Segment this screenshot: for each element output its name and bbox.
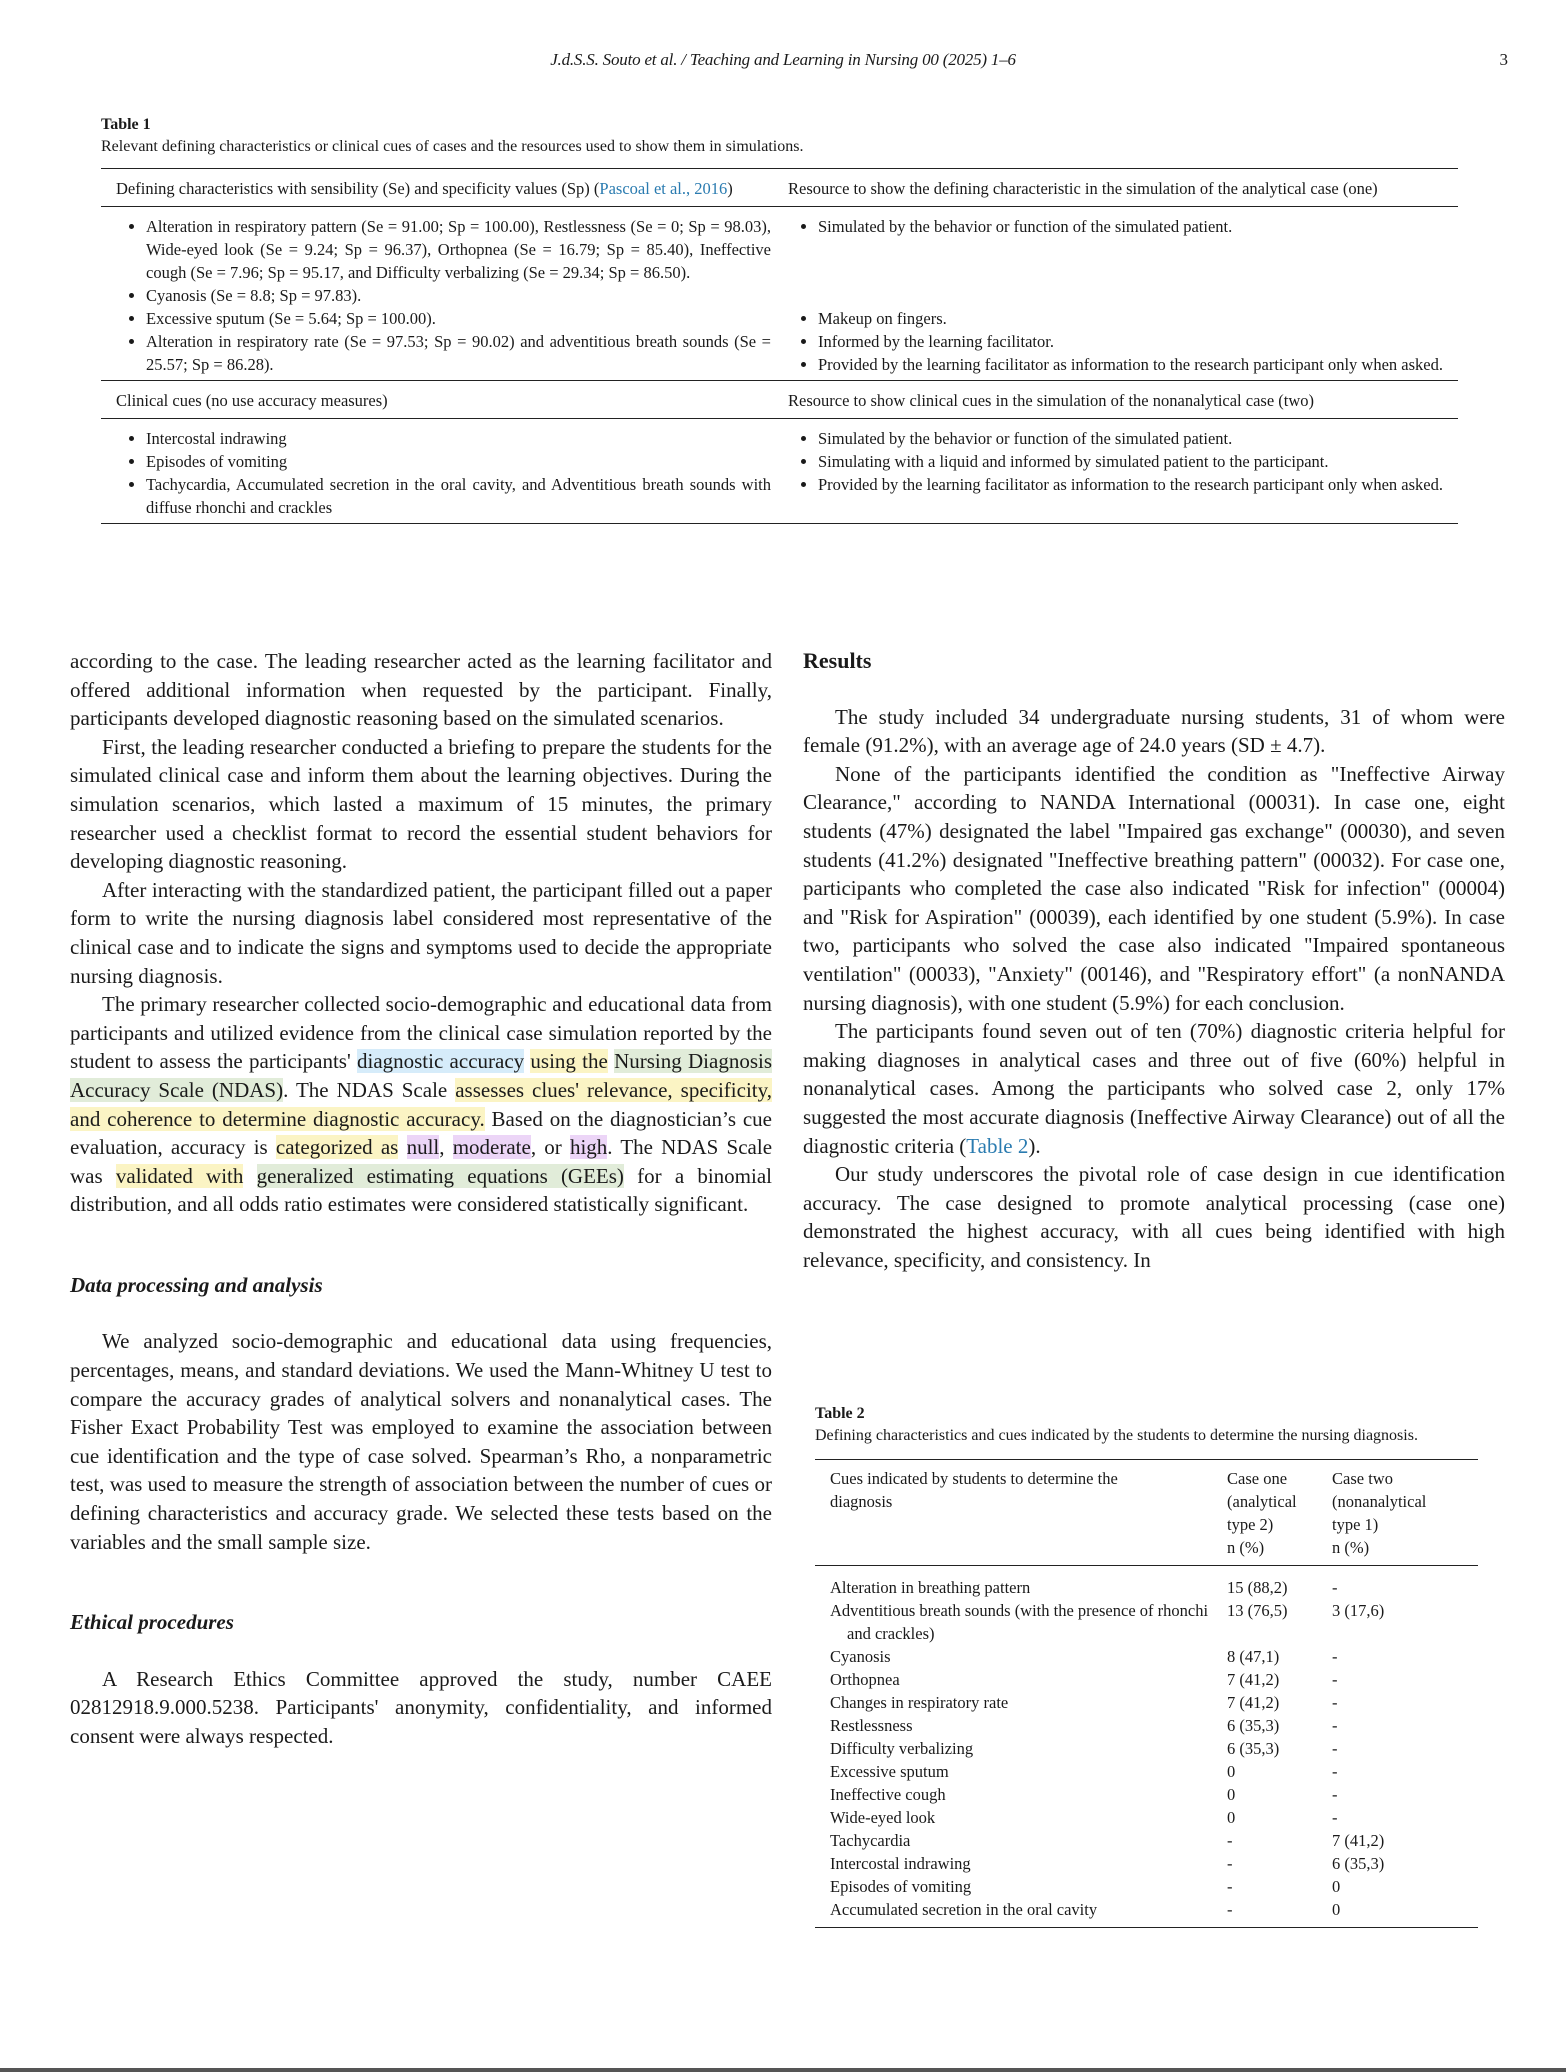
cell-case-one: 0 <box>1227 1762 1236 1781</box>
table-1-header-resource-analytical: Resource to show the defining characteristic in the simulation of the analytical case (one) <box>788 179 1378 198</box>
heading-results: Results <box>803 648 872 673</box>
table-row <box>815 1898 1478 1921</box>
header-line: n (%) <box>1227 1538 1265 1557</box>
text: . The NDAS Scale <box>283 1077 456 1102</box>
cell-case-two: - <box>1332 1670 1338 1689</box>
paragraph: First, the leading researcher conducted a briefing to prepare the students for the simulated clinical case and inform them about the learning objectives. During the simulation scenarios, which lasted a maximum of 15 minutes, the primary researcher used a checklist format to record the essential student behaviors for developing diagnostic reasoning. <box>70 734 772 874</box>
highlight-yellow[interactable]: using the <box>530 1049 608 1074</box>
cell-cue: Accumulated secretion in the oral cavity <box>830 1900 1098 1919</box>
cell-case-one: 7 (41,2) <box>1227 1670 1280 1689</box>
table-1-cell-cue-resources <box>781 427 1458 519</box>
paragraph: A Research Ethics Committee approved the study, number CAEE 02812918.9.000.5238. Participants' anonymity, confidentiality, and informed consent were always respected. <box>70 1666 772 1748</box>
list-item: • Tachycardia, Accumulated secretion in the oral cavity, and Adventitious breath sounds with diffuse rhonchi and crackles <box>146 473 771 519</box>
table-row <box>815 1875 1478 1898</box>
highlight-green[interactable]: generalized estimating equations (GEEs) <box>256 1163 624 1188</box>
paragraph <box>803 1017 1505 1160</box>
table-row <box>815 1829 1478 1852</box>
cell-case-one: 6 (35,3) <box>1227 1716 1280 1735</box>
table-1-body-row-1 <box>101 207 1458 381</box>
cell-case-one: 7 (41,2) <box>1227 1693 1280 1712</box>
list-item: • Provided by the learning facilitator as information to the research participant only when asked. <box>818 473 1448 496</box>
table-row <box>815 1760 1478 1783</box>
cell-case-two: - <box>1332 1762 1338 1781</box>
cell-case-one: 0 <box>1227 1785 1236 1804</box>
table-1-body-row-2 <box>101 419 1458 523</box>
cell-cue: Changes in respiratory rate <box>830 1693 1009 1712</box>
cell-cue: Alteration in breathing pattern <box>830 1578 1031 1597</box>
table-1-cell-characteristics <box>101 215 781 376</box>
text: The participants found seven out of ten (70%) diagnostic criteria helpful for making diagnoses in analytical cases and three out of five (60%) helpful in nonanalytical cases. Among the participants who solved case 2, only 17% suggested the most accurate diagnosis (Ineffective Airway Clearance) out of all the diagnostic criteria ( <box>803 1019 1505 1158</box>
list-item: • Makeup on fingers. <box>818 307 1448 330</box>
paragraph: according to the case. The leading researcher acted as the learning facilitator and offered additional information when requested by the participant. Finally, participants developed diagnostic reasoning based on the simulated scenarios. <box>70 649 772 731</box>
table-row <box>815 1806 1478 1829</box>
header-line: (analytical <box>1227 1492 1297 1511</box>
cell-case-one: - <box>1227 1831 1233 1850</box>
table-2-link[interactable]: Table 2 <box>966 1133 1029 1158</box>
cell-cue: Cyanosis <box>830 1647 891 1666</box>
table-1-grid <box>101 168 1458 524</box>
paragraph: We analyzed socio-demographic and educational data using frequencies, percentages, means, and standard deviations. We used the Mann-Whitney U test to compare the accuracy grades of analytical solvers and nonanalytical cases. The Fisher Exact Probability Test was employed to examine the association between cue identification and the type of case solved. Spearman’s Rho, a nonparametric test, was used to measure the strength of association between the number of cues or defining characteristics and accuracy grade. We selected these tests based on the variables and the small sample size. <box>70 1329 772 1554</box>
cell-cue: Adventitious breath sounds (with the presence of rhonchi and crackles) <box>830 1601 1209 1643</box>
highlight-purple[interactable]: moderate <box>452 1135 531 1160</box>
header-case-two <box>1332 1467 1478 1559</box>
cell-cue: Excessive sputum <box>830 1762 949 1781</box>
cell-case-two: - <box>1332 1693 1338 1712</box>
paragraph: The study included 34 undergraduate nursing students, 31 of whom were female (91.2%), with an average age of 24.0 years (SD ± 4.7). <box>803 704 1505 758</box>
cell-case-one: 13 (76,5) <box>1227 1601 1288 1620</box>
cell-case-two: - <box>1332 1808 1338 1827</box>
cell-cue: Difficulty verbalizing <box>830 1739 974 1758</box>
table-row <box>815 1645 1478 1668</box>
text: , or <box>530 1135 570 1160</box>
list-item: • Simulating with a liquid and informed by simulated patient to the participant. <box>818 450 1448 473</box>
cell-cue: Intercostal indrawing <box>830 1854 971 1873</box>
cell-case-two: 0 <box>1332 1877 1341 1896</box>
cell-case-one: - <box>1227 1877 1233 1896</box>
highlight-blue[interactable]: diagnostic accuracy <box>356 1049 525 1074</box>
header-cues: Cues indicated by students to determine the diagnosis <box>830 1469 1118 1511</box>
cell-case-two: 6 (35,3) <box>1332 1854 1385 1873</box>
page-number: 3 <box>1499 50 1508 69</box>
table-1-header-clinical-cues: Clinical cues (no use accuracy measures) <box>116 391 388 410</box>
table-2-body <box>815 1566 1478 1927</box>
table-1-caption: Relevant defining characteristics or clinical cues of cases and the resources used to show them in simulations. <box>101 138 804 155</box>
cell-cue: Ineffective cough <box>830 1785 946 1804</box>
heading-ethical-procedures: Ethical procedures <box>70 1610 234 1635</box>
list-item: • Informed by the learning facilitator. <box>818 330 1448 353</box>
cell-case-two: - <box>1332 1578 1338 1597</box>
table-1-header-resource-nonanalytical: Resource to show clinical cues in the simulation of the nonanalytical case (two) <box>788 391 1315 410</box>
table-2 <box>815 1403 1478 1928</box>
list-item: • Episodes of vomiting <box>146 450 771 473</box>
table-1-header-row-2 <box>101 381 1458 419</box>
cell-case-two: - <box>1332 1647 1338 1666</box>
list-item: • Provided by the learning facilitator as information to the research participant only when asked. <box>818 353 1448 376</box>
list-item: • Simulated by the behavior or function of the simulated patient. <box>818 427 1448 450</box>
header-line: type 2) <box>1227 1515 1274 1534</box>
text: for a binomial distribution, and all odds ratio estimates were considered statistically significant. <box>70 1163 772 1217</box>
cell-case-two: - <box>1332 1739 1338 1758</box>
cell-case-one: - <box>1227 1854 1233 1873</box>
table-1-header-row-1 <box>101 169 1458 207</box>
cell-case-one: - <box>1227 1900 1233 1919</box>
paragraph: Our study underscores the pivotal role of case design in cue identification accuracy. The case designed to promote analytical processing (case one) demonstrated the highest accuracy, with all cues being identified with high relevance, specificity, and consistency. In <box>803 1162 1505 1272</box>
running-head: J.d.S.S. Souto et al. / Teaching and Learning in Nursing 00 (2025) 1–6 <box>550 50 1016 69</box>
paragraph-ndas <box>70 990 772 1219</box>
text: ). <box>1028 1133 1041 1158</box>
table-2-caption: Defining characteristics and cues indicated by the students to determine the nursing diagnosis. <box>815 1427 1418 1444</box>
cell-cue: Restlessness <box>830 1716 913 1735</box>
cell-case-one: 8 (47,1) <box>1227 1647 1280 1666</box>
text <box>398 1135 406 1159</box>
table-row <box>815 1576 1478 1599</box>
header-text: Defining characteristics with sensibility (Se) and specificity values (Sp) ( <box>116 179 600 198</box>
table-row <box>815 1714 1478 1737</box>
cell-case-two: - <box>1332 1785 1338 1804</box>
cell-case-two: 0 <box>1332 1900 1341 1919</box>
paragraph: After interacting with the standardized patient, the participant filled out a paper form to write the nursing diagnosis label considered most representative of the clinical case and to indicate the signs and symptoms used to decide the appropriate nursing diagnosis. <box>70 877 772 988</box>
table-1-label: Table 1 <box>101 116 151 133</box>
highlight-yellow[interactable]: categorized as <box>275 1135 399 1160</box>
header-line: Case two <box>1332 1469 1393 1488</box>
table-row <box>815 1599 1478 1645</box>
table-row <box>815 1737 1478 1760</box>
cue-resources-list <box>788 427 1448 496</box>
table-1-cell-cues <box>101 427 781 519</box>
highlight-yellow[interactable]: assesses clues' relevance, specificity, and coherence to determine diagnostic accuracy. <box>70 1077 773 1131</box>
cell-case-two: - <box>1332 1716 1338 1735</box>
right-column <box>803 647 1505 1274</box>
text <box>243 1164 256 1188</box>
header-line: type 1) <box>1332 1515 1379 1534</box>
highlight-purple[interactable]: high <box>569 1135 608 1160</box>
header-text-end: ) <box>727 179 733 198</box>
table-1 <box>101 114 1458 524</box>
cell-cue: Tachycardia <box>830 1831 911 1850</box>
list-item: • Intercostal indrawing <box>146 427 771 450</box>
left-column <box>70 647 772 1751</box>
characteristics-list <box>116 215 771 376</box>
list-spacer <box>818 238 1448 307</box>
text: . The NDAS Scale was <box>70 1135 773 1188</box>
highlight-yellow[interactable]: validated with <box>115 1163 244 1188</box>
text: The primary researcher collected socio-demographic and educational data from participants and utilized evidence from the clinical case simulation reported by the student to assess the participants' <box>70 992 772 1074</box>
text: Based on the diagnostician’s cue evaluation, accuracy is <box>70 1106 772 1160</box>
table-2-label: Table 2 <box>815 1405 865 1422</box>
heading-data-processing: Data processing and analysis <box>70 1272 323 1297</box>
highlight-purple[interactable]: null <box>406 1135 440 1160</box>
cell-case-one: 0 <box>1227 1808 1236 1827</box>
table-row <box>815 1852 1478 1875</box>
page-bottom-border <box>0 2068 1566 2072</box>
list-item: • Alteration in respiratory pattern (Se = 91.00; Sp = 100.00), Restlessness (Se = 0; Sp = 98.03), Wide-eyed look (Se = 9.24; Sp = 96.37), Orthopnea (Se = 16.79; Sp = 85.40), Ineffective cough (Se = 7.96; Sp = 95.17, and Difficulty verbalizing (Se = 29.34; Sp = 86.50). <box>146 215 771 284</box>
table-2-grid <box>815 1459 1478 1928</box>
cell-case-two: 3 (17,6) <box>1332 1601 1385 1620</box>
cell-cue: Orthopnea <box>830 1670 900 1689</box>
cell-case-two: 7 (41,2) <box>1332 1831 1385 1850</box>
table-2-header-row <box>815 1460 1478 1566</box>
list-item: • Cyanosis (Se = 8.8; Sp = 97.83). <box>146 284 771 307</box>
table-row <box>815 1668 1478 1691</box>
paragraph: None of the participants identified the condition as "Ineffective Airway Clearance," according to NANDA International (00031). In case one, eight students (47%) designated the label "Impaired gas exchange" (00030), and seven students (41.2%) designated "Ineffective breathing pattern" (00032). For case one, participants who completed the case also indicated "Risk for infection" (00004) and "Risk for Aspiration" (00039), each identified by one student (5.9%). In case two, participants who solved the case also indicated "Impaired spontaneous ventilation" (00033), "Anxiety" (00146), and "Respiratory effort" (a nonNANDA nursing diagnosis), with one student (5.9%) for each conclusion. <box>803 761 1505 1015</box>
resources-list <box>788 215 1448 376</box>
table-row <box>815 1783 1478 1806</box>
header-line: Case one <box>1227 1469 1288 1488</box>
text: , <box>439 1135 453 1160</box>
list-item: • Excessive sputum (Se = 5.64; Sp = 100.00). <box>146 307 771 330</box>
header-line: (nonanalytical <box>1332 1492 1427 1511</box>
highlight-green[interactable]: Nursing Diagnosis Accuracy Scale (NDAS) <box>70 1049 772 1102</box>
cell-case-one: 15 (88,2) <box>1227 1578 1288 1597</box>
cell-case-one: 6 (35,3) <box>1227 1739 1280 1758</box>
table-1-cell-resources <box>781 215 1458 376</box>
table-1-header-defining-characteristics <box>101 169 781 206</box>
cell-cue: Wide-eyed look <box>830 1808 936 1827</box>
header-case-one <box>1227 1467 1332 1559</box>
header-line: n (%) <box>1332 1538 1370 1557</box>
cues-list <box>116 427 771 519</box>
table-row <box>815 1691 1478 1714</box>
cell-cue: Episodes of vomiting <box>830 1877 972 1896</box>
citation-link[interactable]: Pascoal et al., 2016 <box>599 179 728 198</box>
list-item: • Simulated by the behavior or function of the simulated patient. <box>818 215 1448 238</box>
list-item: • Alteration in respiratory rate (Se = 97.53; Sp = 90.02) and adventitious breath sounds (Se = 25.57; Sp = 86.28). <box>146 330 771 376</box>
